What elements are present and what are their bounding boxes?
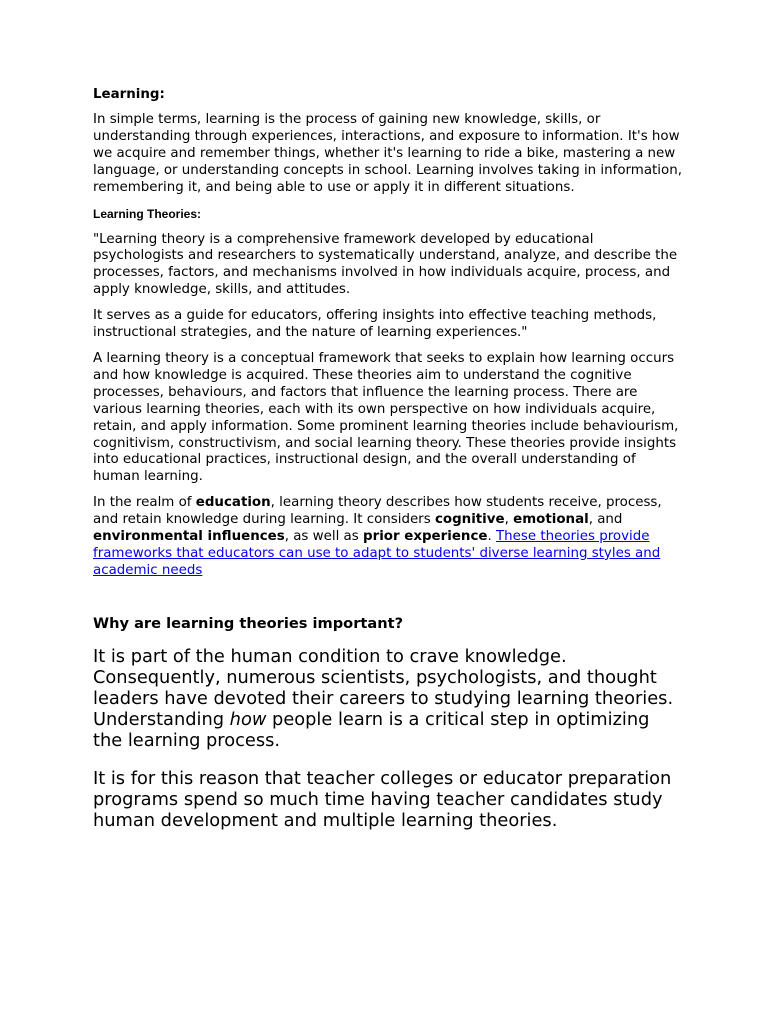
quote-paragraph-2: It serves as a guide for educators, offering insights into effective teaching methods, instructional strategies, and the nature of learning experiences." [93,308,657,341]
document-page [93,86,683,849]
heading-learning-theories: Learning Theories: [93,206,202,221]
realm-text-1: In the realm of [93,495,196,511]
realm-text-6: . [487,529,496,545]
realm-bold-cognitive: cognitive [434,512,505,528]
realm-text-5: , as well as [284,529,363,545]
paragraph-realm-of-education [93,495,683,580]
realm-bold-environmental: environmental influences [93,529,285,545]
frameworks-link[interactable]: These theories provide frameworks that educators can use to adapt to students' diverse learning styles and academic needs [93,529,661,578]
realm-bold-emotional: emotional [513,512,589,528]
quote-paragraph-1: "Learning theory is a comprehensive framework developed by educational psychologists and researchers to systematically understand, analyze, and describe the processes, factors, and mechanisms involved in how individuals acquire, process, and apply knowledge, skills, and attitudes. [93,231,678,298]
heading-learning: Learning: [93,87,165,102]
realm-text-2: , learning theory describes how students receive, process, and retain knowledge during learning. It considers [93,495,662,528]
human-condition-text-1: It is part of the human condition to crave knowledge. Consequently, numerous scientists, psychologists, and thought leaders have devoted their careers to studying learning theories. Understanding [93,645,674,731]
paragraph-human-condition [93,646,683,751]
realm-text-3: , [504,512,514,528]
realm-bold-prior-experience: prior experience [363,529,488,545]
paragraph-conceptual-framework: A learning theory is a conceptual framework that seeks to explain how learning occurs and how knowledge is acquired. These theories aim to understand the cognitive processes, behaviours, and factors that influence the learning process. There are various learning theories, each with its own perspective on how individuals acquire, retain, and apply information. Some prominent learning theories include behaviourism, cognitivism, constructivism, and social learning theory. These theories provide insights into educational practices, instructional design, and the overall understanding of human learning. [93,350,679,485]
realm-bold-education: education [195,495,271,511]
emphasis-how: how [229,709,267,731]
realm-text-4: , and [588,512,623,528]
human-condition-text-2: people learn is a critical step in optimizing the learning process. [93,709,650,752]
paragraph-definition: In simple terms, learning is the process of gaining new knowledge, skills, or understanding through experiences, interactions, and exposure to information. It's how we acquire and remember things, whether it's learning to ride a bike, mastering a new language, or understanding concepts in school. Learning involves taking in information, remembering it, and being able to use or apply it in different situations. [93,112,682,195]
paragraph-teacher-colleges: It is for this reason that teacher colleges or educator preparation programs spend so much time having teacher candidates study human development and multiple learning theories. [93,768,672,832]
heading-why-important: Why are learning theories important? [93,614,404,632]
